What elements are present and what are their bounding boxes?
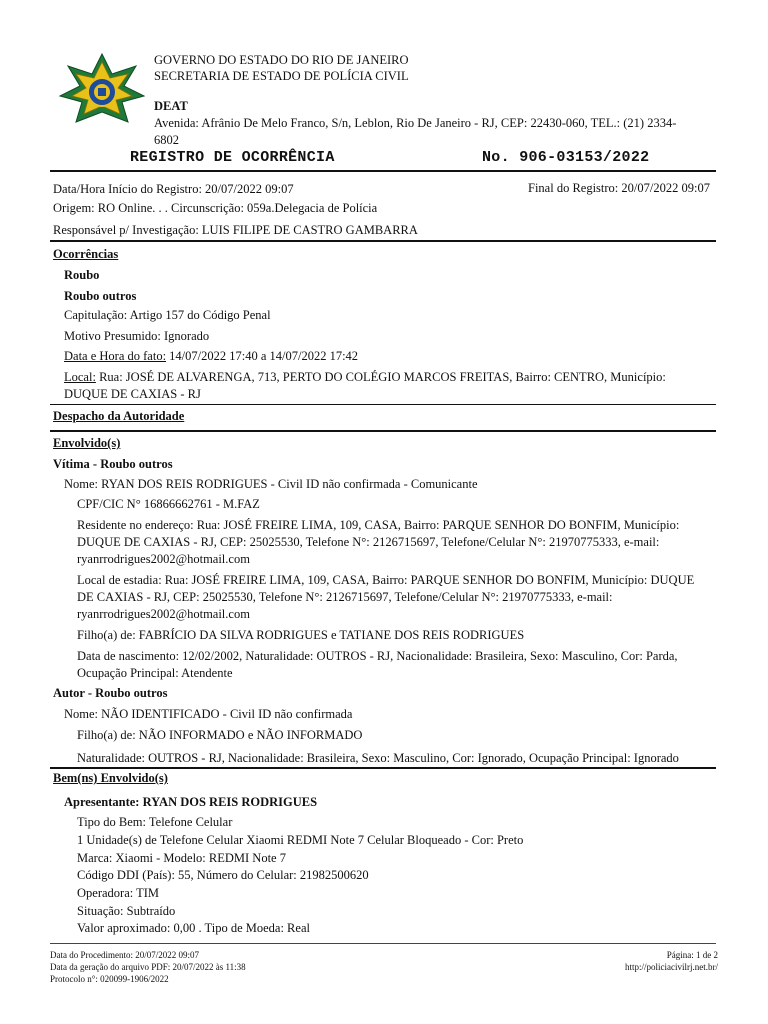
vitima-residencia-3: ryanrrodrigues2002@hotmail.com xyxy=(77,552,250,566)
vitima-estadia-2: DE CAXIAS - RJ, CEP: 25025530, Telefone N°: 2126715697, Telefone/Celular N°: 21970775333, e-mail: xyxy=(77,590,613,604)
bens-marca: Marca: Xiaomi - Modelo: REDMI Note 7 xyxy=(77,851,286,865)
header-secretariat: SECRETARIA DE ESTADO DE POLÍCIA CIVIL xyxy=(154,69,409,83)
bens-ddi: Código DDI (País): 55, Número do Celular: 21982500620 xyxy=(77,868,369,882)
autor-naturalidade: Naturalidade: OUTROS - RJ, Nacionalidade: Brasileira, Sexo: Masculino, Cor: Ignorado, Ocupação Principal: Ignorado xyxy=(77,751,679,765)
footer-protocolo: Protocolo n°: 020099-1906/2022 xyxy=(50,974,169,984)
police-emblem xyxy=(58,52,146,124)
section-despacho: Despacho da Autoridade xyxy=(53,409,185,423)
footer-site-link[interactable]: http://policiacivilrj.net.br/ xyxy=(625,962,718,972)
vitima-heading: Vítima - Roubo outros xyxy=(53,457,173,471)
registro-responsavel: Responsável p/ Investigação: LUIS FILIPE DE CASTRO GAMBARRA xyxy=(53,223,418,237)
footer-pagina: Página: 1 de 2 xyxy=(666,950,718,960)
vitima-residencia-1: Residente no endereço: Rua: JOSÉ FREIRE LIMA, 109, CASA, Bairro: PARQUE SENHOR DO BONFIM, Município: xyxy=(77,518,680,532)
ocorrencia-local-line2: DUQUE DE CAXIAS - RJ xyxy=(64,387,201,401)
vitima-cpf: CPF/CIC N° 16866662761 - M.FAZ xyxy=(77,497,260,511)
vitima-residencia-2: DUQUE DE CAXIAS - RJ, CEP: 25025530, Telefone N°: 2126715697, Telefone/Celular N°: 21970775333, e-mail: xyxy=(77,535,660,549)
ocorrencia-local xyxy=(64,369,666,385)
section-bens: Bem(ns) Envolvido(s) xyxy=(53,771,168,785)
autor-nome: Nome: NÃO IDENTIFICADO - Civil ID não confirmada xyxy=(64,707,353,721)
autor-filiacao: Filho(a) de: NÃO INFORMADO e NÃO INFORMADO xyxy=(77,728,363,742)
ocorrencia-local-value: Rua: JOSÉ DE ALVARENGA, 713, PERTO DO COLÉGIO MARCOS FREITAS, Bairro: CENTRO, Município: xyxy=(95,370,666,384)
bens-descricao: 1 Unidade(s) de Telefone Celular Xiaomi REDMI Note 7 Celular Bloqueado - Cor: Preto xyxy=(77,833,524,847)
registro-final: Final do Registro: 20/07/2022 09:07 xyxy=(528,181,710,195)
vitima-nome: Nome: RYAN DOS REIS RODRIGUES - Civil ID não confirmada - Comunicante xyxy=(64,477,478,491)
autor-heading: Autor - Roubo outros xyxy=(53,686,168,700)
header-address-line2: 6802 xyxy=(154,133,179,147)
registro-origem: Origem: RO Online. . . Circunscrição: 059a.Delegacia de Polícia xyxy=(53,201,378,215)
divider xyxy=(50,767,716,769)
ocorrencia-data xyxy=(64,348,358,364)
section-ocorrencias: Ocorrências xyxy=(53,247,119,261)
bens-valor: Valor aproximado: 0,00 . Tipo de Moeda: Real xyxy=(77,921,310,935)
ocorrencia-subtipo: Roubo outros xyxy=(64,289,137,303)
footer-geracao: Data da geração do arquivo PDF: 20/07/2022 às 11:38 xyxy=(50,962,246,972)
bens-tipo: Tipo do Bem: Telefone Celular xyxy=(77,815,233,829)
divider xyxy=(50,430,716,432)
ocorrencia-local-label: Local: xyxy=(64,370,96,384)
divider xyxy=(50,170,716,172)
header-address-line1: Avenida: Afrânio De Melo Franco, S/n, Leblon, Rio De Janeiro - RJ, CEP: 22430-060, TEL.: (21) 2334- xyxy=(154,116,677,130)
ocorrencia-data-label: Data e Hora do fato: xyxy=(64,349,167,363)
ocorrencia-motivo: Motivo Presumido: Ignorado xyxy=(64,329,210,343)
header-department: DEAT xyxy=(154,99,188,113)
ocorrencia-data-value: 14/07/2022 17:40 a 14/07/2022 17:42 xyxy=(166,349,359,363)
vitima-nascimento-2: Ocupação Principal: Atendente xyxy=(77,666,233,680)
footer-procedimento: Data do Procedimento: 20/07/2022 09:07 xyxy=(50,950,199,960)
bens-operadora: Operadora: TIM xyxy=(77,886,160,900)
vitima-nascimento-1: Data de nascimento: 12/02/2002, Naturalidade: OUTROS - RJ, Nacionalidade: Brasileira, Sexo: Masculino, Cor: Parda, xyxy=(77,649,678,663)
ocorrencia-tipo: Roubo xyxy=(64,268,100,282)
document-title: REGISTRO DE OCORRÊNCIA xyxy=(130,149,335,166)
header-government: GOVERNO DO ESTADO DO RIO DE JANEIRO xyxy=(154,53,409,67)
divider xyxy=(50,404,716,405)
vitima-estadia-3: ryanrrodrigues2002@hotmail.com xyxy=(77,607,250,621)
document-number: No. 906-03153/2022 xyxy=(482,149,650,166)
bens-situacao: Situação: Subtraído xyxy=(77,904,176,918)
vitima-filiacao: Filho(a) de: FABRÍCIO DA SILVA RODRIGUES e TATIANE DOS REIS RODRIGUES xyxy=(77,628,525,642)
divider xyxy=(50,240,716,242)
registro-inicio: Data/Hora Início do Registro: 20/07/2022 09:07 xyxy=(53,182,294,196)
ocorrencia-capitulacao: Capitulação: Artigo 157 do Código Penal xyxy=(64,308,271,322)
emblem-icon xyxy=(58,52,146,124)
vitima-estadia-1: Local de estadia: Rua: JOSÉ FREIRE LIMA, 109, CASA, Bairro: PARQUE SENHOR DO BONFIM, Município: DUQUE xyxy=(77,573,695,587)
footer-divider xyxy=(50,943,716,944)
section-envolvidos: Envolvido(s) xyxy=(53,436,121,450)
bens-apresentante: Apresentante: RYAN DOS REIS RODRIGUES xyxy=(64,795,318,809)
